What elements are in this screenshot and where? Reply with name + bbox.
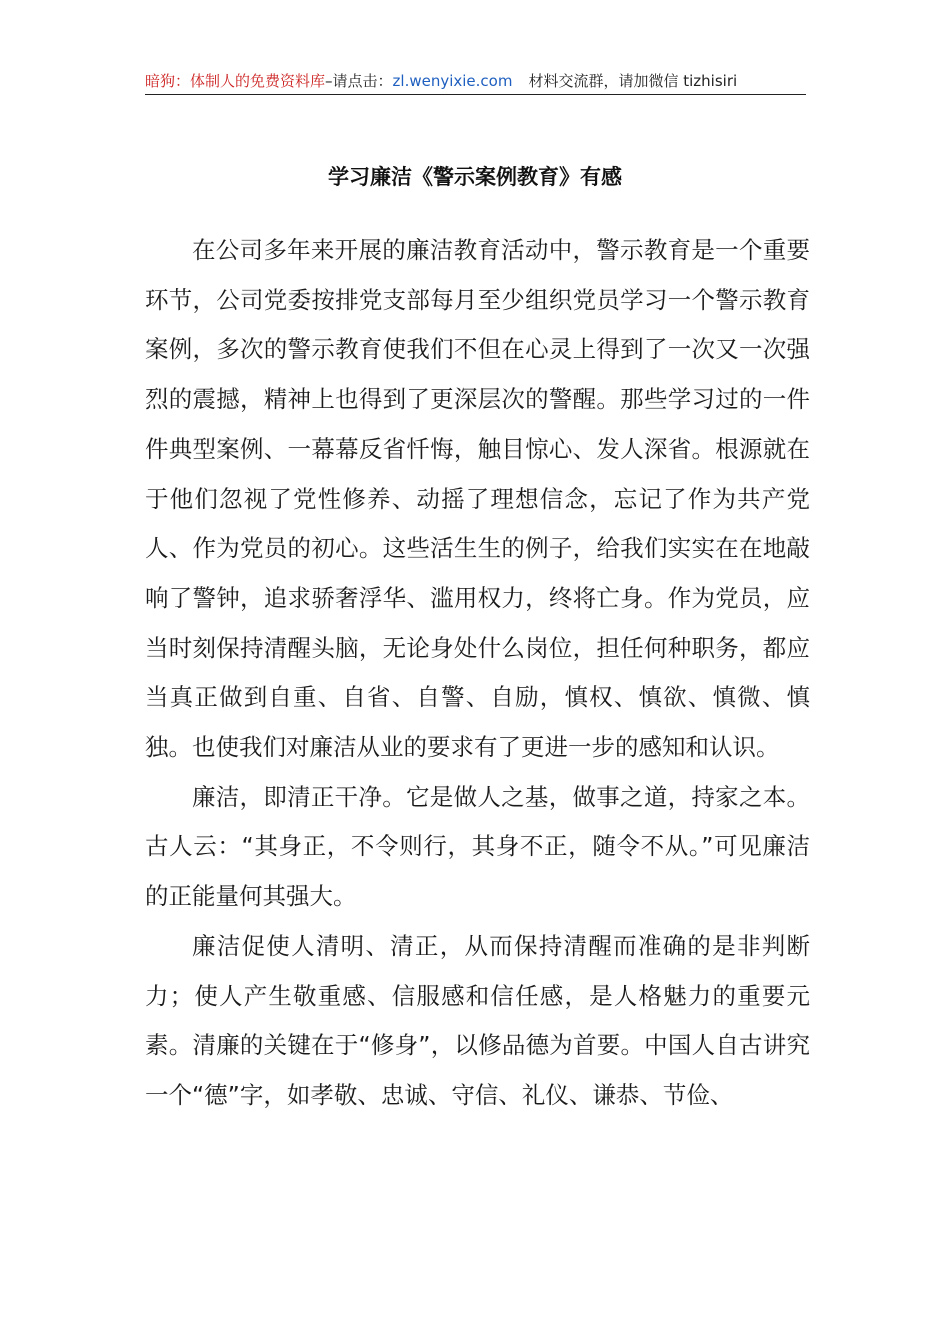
document-title: 学习廉洁《警示案例教育》有感 (328, 165, 622, 189)
header-contact-text: 材料交流群，请加微信 tizhisiri (528, 72, 738, 90)
header-promo-text: 暗狗：体制人的免费资料库 (145, 72, 326, 90)
paragraph-2: 廉洁，即清正干净。它是做人之基，做事之道，持家之本。古人云：“其身正，不令则行，其身不正，随令不从。”可见廉洁的正能量何其强大。 (145, 782, 810, 911)
header-url-link[interactable]: zl.wenyixie.com (392, 72, 513, 90)
document-body (145, 226, 810, 1121)
page-header (145, 70, 806, 95)
paragraph-3: 廉洁促使人清明、清正，从而保持清醒而准确的是非判断力；使人产生敬重感、信服感和信任感，是人格魅力的重要元素。清廉的关键在于“修身”，以修品德为首要。中国人自古讲究一个“德”字，如孝敬、忠诚、守信、礼仪、谦恭、节俭、 (145, 931, 810, 1109)
paragraph-1: 在公司多年来开展的廉洁教育活动中，警示教育是一个重要环节，公司党委按排党支部每月至少组织党员学习一个警示教育案例，多次的警示教育使我们不但在心灵上得到了一次又一次强烈的震撼，精神上也得到了更深层次的警醒。那些学习过的一件件典型案例、一幕幕反省忏悔，触目惊心、发人深省。根源就在于他们忽视了党性修养、动摇了理想信念，忘记了作为共产党人、作为党员的初心。这些活生生的例子，给我们实实在在地敲响了警钟，追求骄奢浮华、滥用权力，终将亡身。作为党员，应当时刻保持清醒头脑，无论身处什么岗位，担任何种职务，都应当真正做到自重、自省、自警、自励，慎权、慎欲、慎微、慎独。也使我们对廉洁从业的要求有了更进一步的感知和认识。 (145, 236, 810, 762)
header-click-prefix: –请点击： (325, 72, 393, 90)
